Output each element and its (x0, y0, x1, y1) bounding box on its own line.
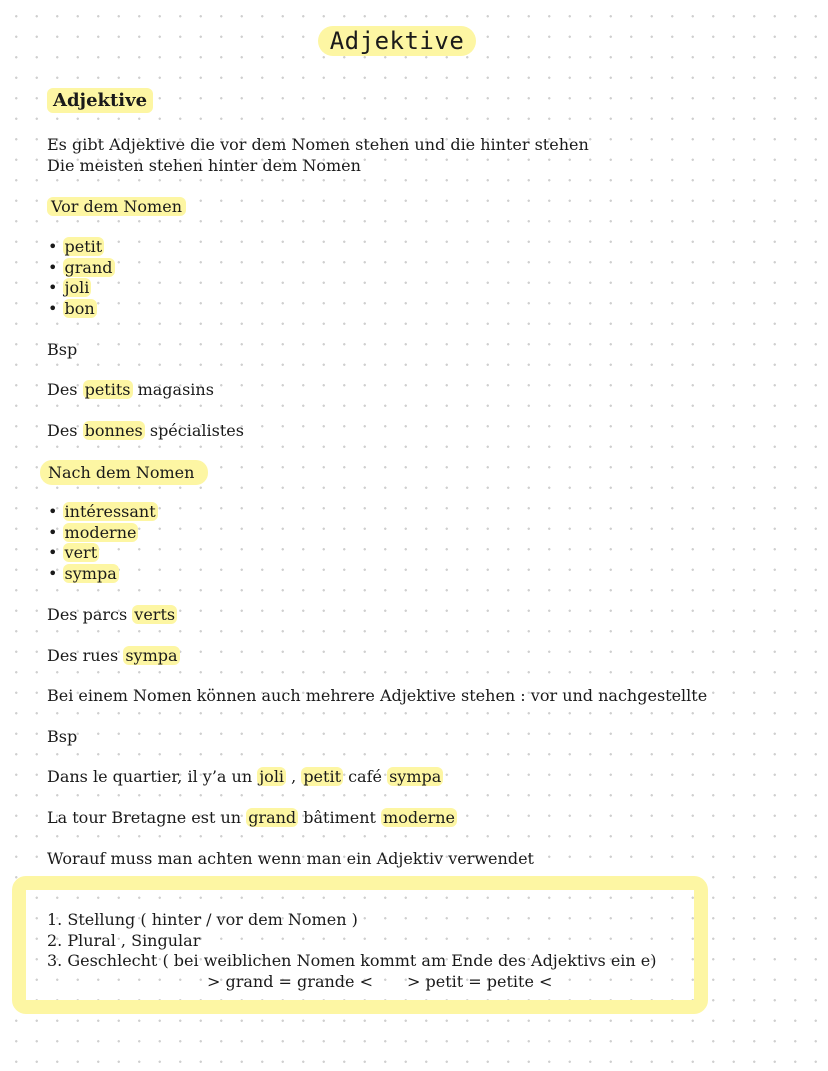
intro-line-1: Es gibt Adjektive die vor dem Nomen stehen und die hinter stehen (47, 135, 589, 154)
bsp-label: Bsp (47, 727, 78, 746)
list-item: • petit (48, 237, 103, 256)
adjective: petit (64, 237, 103, 256)
heading-text: Adjektive (47, 88, 153, 113)
example-adjective: grand (248, 808, 297, 827)
example-adjective: verts (134, 605, 176, 624)
summary-line-3: 3. Geschlecht ( bei weiblichen Nomen kommt am Ende des Adjektivs ein e) (47, 951, 657, 970)
example-adjective: moderne (383, 808, 455, 827)
list-item: • bon (48, 299, 95, 318)
example-text: Des parcs (47, 605, 133, 624)
example-adjective: petit (303, 767, 341, 786)
summary-example-petit: > petit = petite < (407, 972, 553, 991)
example-line (47, 379, 214, 400)
adjective: joli (64, 278, 90, 297)
summary-line-1: 1. Stellung ( hinter / vor dem Nomen ) (47, 910, 358, 929)
example-text: , (286, 767, 302, 786)
subheading-vor-text: Vor dem Nomen (47, 197, 186, 216)
example-text: magasins (132, 380, 214, 399)
example-text: Des rues (47, 646, 124, 665)
adjective: grand (64, 258, 113, 277)
example-text: Des (47, 380, 83, 399)
subheading-nach (40, 460, 208, 485)
example-adjective: joli (259, 767, 285, 786)
example-line (47, 645, 180, 666)
example-adjective: bonnes (84, 421, 143, 440)
list-item: • joli (48, 278, 90, 297)
example-text: Dans le quartier, il y’a un (47, 767, 258, 786)
example-text: Des (47, 421, 83, 440)
list-item: • vert (48, 543, 98, 562)
example-text: spécialistes (144, 421, 244, 440)
example-line (47, 420, 244, 441)
example-line (47, 604, 177, 625)
example-line (47, 766, 443, 787)
adjective: intéressant (64, 502, 156, 521)
example-text: bâtiment (298, 808, 382, 827)
example-text: La tour Bretagne est un (47, 808, 247, 827)
adjective: bon (64, 299, 95, 318)
example-text: café (343, 767, 388, 786)
intro-line-2: Die meisten stehen hinter dem Nomen (47, 156, 361, 175)
adjective: vert (64, 543, 98, 562)
section-heading (47, 90, 153, 111)
list-item: • sympa (48, 564, 117, 583)
bsp-label: Bsp (47, 340, 78, 359)
page-title: Adjektive (318, 26, 476, 56)
mehrere-text: Bei einem Nomen können auch mehrere Adjektive stehen : vor und nachgestellte (47, 686, 708, 705)
list-item: • moderne (48, 523, 137, 542)
example-adjective: sympa (389, 767, 442, 786)
list-item: • intéressant (48, 502, 156, 521)
adjective: sympa (64, 564, 117, 583)
adjective: moderne (64, 523, 137, 542)
example-line (47, 807, 457, 828)
question-text: Worauf muss man achten wenn man ein Adjektiv verwendet (47, 849, 534, 868)
example-adjective: petits (84, 380, 131, 399)
example-adjective: sympa (125, 646, 178, 665)
subheading-nach-text: Nach dem Nomen (40, 460, 208, 485)
subheading-vor (47, 196, 186, 217)
summary-line-2: 2. Plural , Singular (47, 931, 201, 950)
list-item: • grand (48, 258, 113, 277)
summary-example-grand: > grand = grande < (207, 972, 373, 991)
